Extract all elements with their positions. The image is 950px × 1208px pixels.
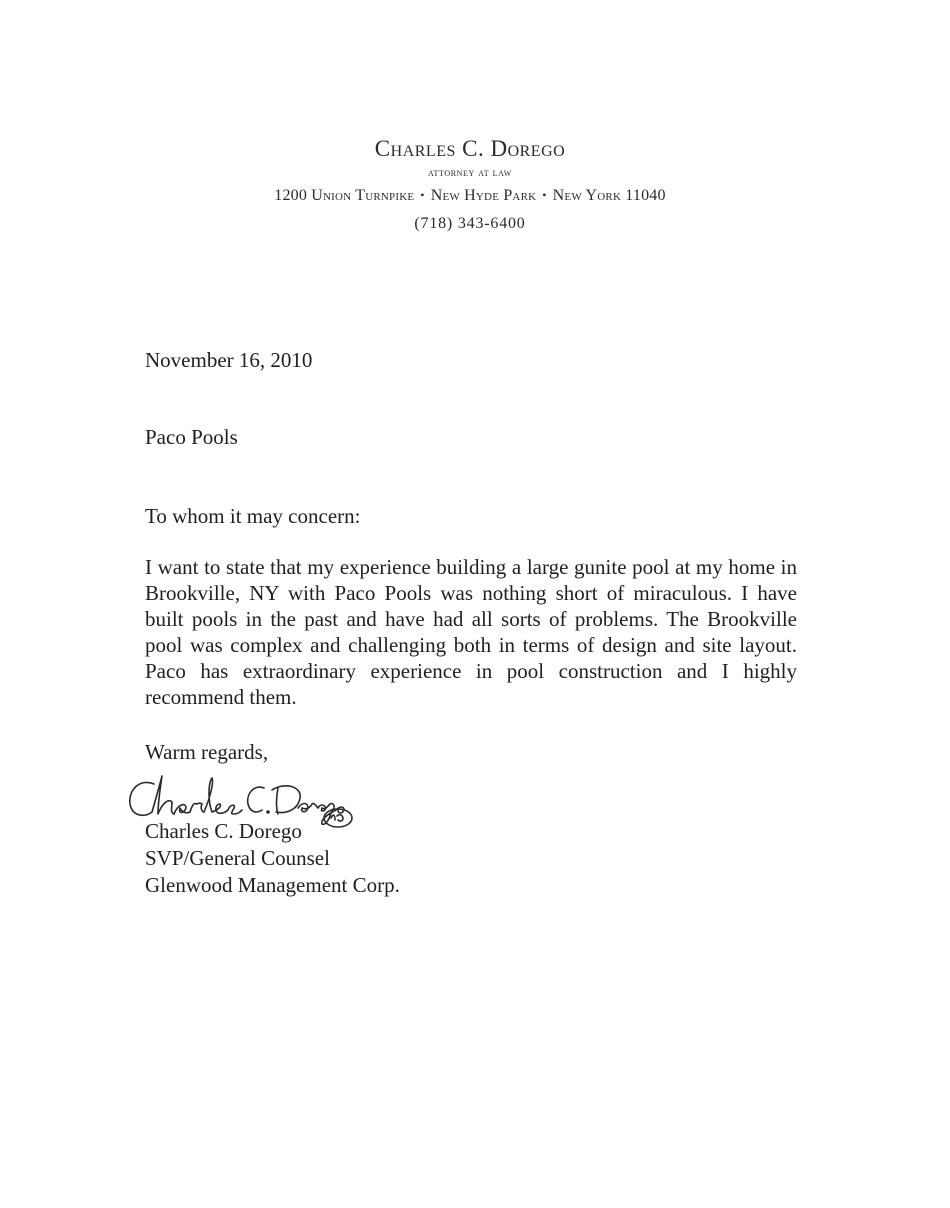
letter-body: I want to state that my experience building a large gunite pool at my home in Brookville, NY with Paco Pools was nothing short of miraculous. I have built pools in the past and have had all sorts of problems. The Brookville pool was complex and challenging both in terms of design and site layout. Paco has extraordinary experience in pool construction and I highly recommend them.: [145, 555, 797, 709]
address-street: 1200 Union Turnpike: [274, 187, 415, 204]
letter-date: November 16, 2010: [145, 348, 313, 372]
signer-name: Charles C. Dorego: [145, 819, 302, 843]
letterhead-address: [0, 187, 940, 205]
letter-closing: Warm regards,: [145, 740, 269, 764]
address-city: New Hyde Park: [430, 187, 537, 204]
letterhead-phone: (718) 343-6400: [414, 215, 526, 232]
signer-company: Glenwood Management Corp.: [145, 873, 400, 897]
letter-salutation: To whom it may concern:: [145, 504, 361, 528]
address-state: New York 11040: [552, 187, 666, 204]
letterhead-title: attorney at law: [428, 167, 512, 179]
signer-title: SVP/General Counsel: [145, 846, 330, 870]
address-separator: •: [542, 188, 547, 202]
letter-recipient: Paco Pools: [145, 425, 238, 449]
address-separator: •: [420, 188, 425, 202]
letterhead-name: Charles C. Dorego: [374, 136, 566, 161]
